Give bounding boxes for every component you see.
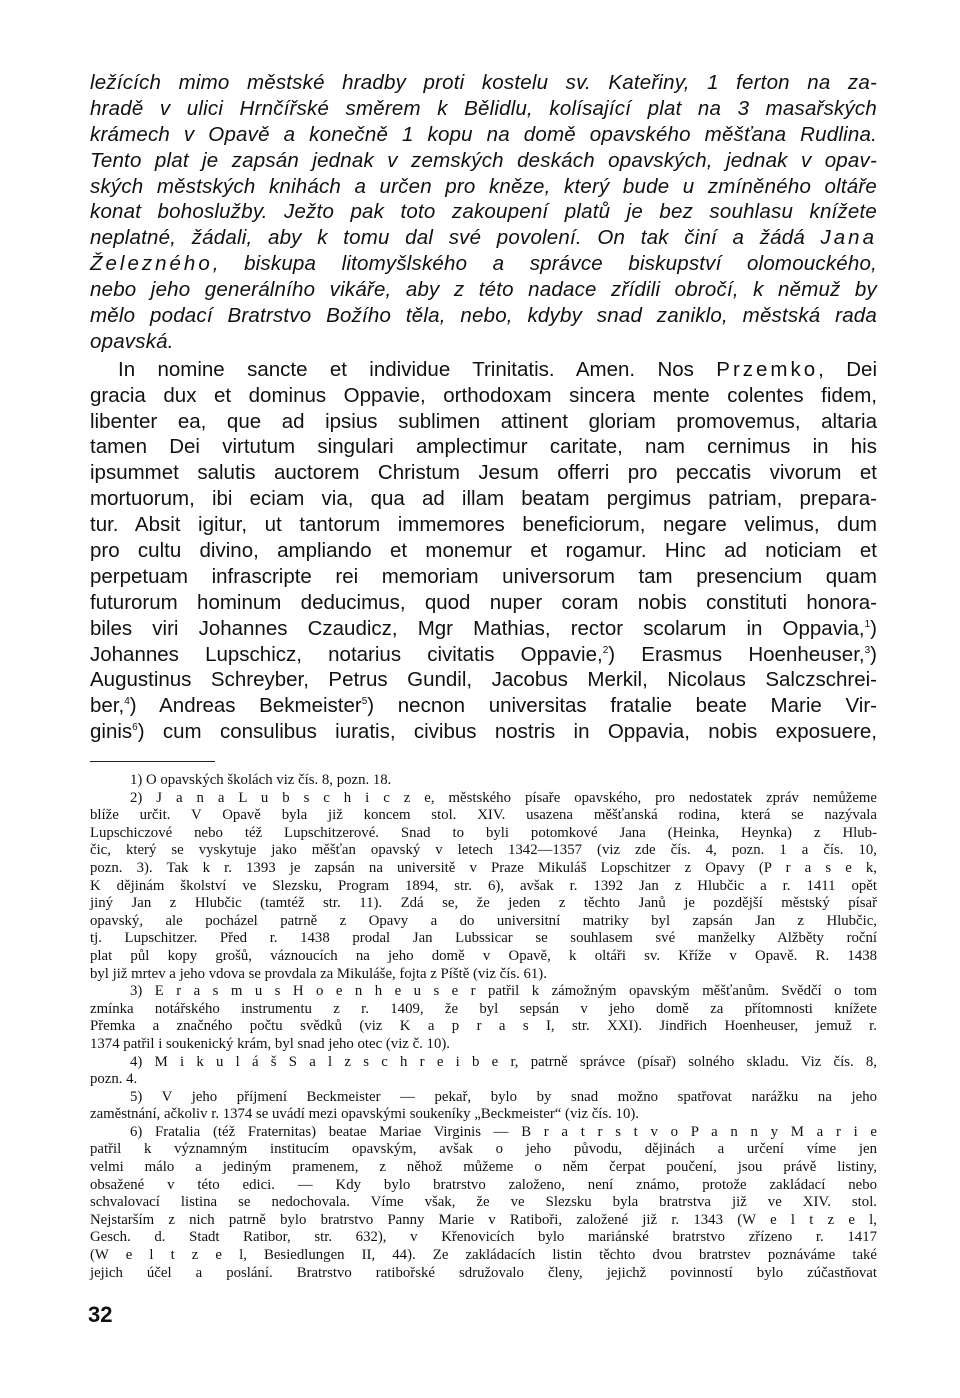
spaced-name: Železného (90, 252, 213, 276)
text-line (90, 693, 877, 719)
text-fragment: ) (870, 616, 877, 640)
text-line: hradě v ulici Hrnčířské směrem k Bělidlu, kolísající plat na 3 masařských (90, 96, 877, 120)
text-fragment: In nomine sancte et individue Trinitatis. Amen. Nos (118, 357, 717, 381)
footnote-line: 1) O opavských školách viz čís. 8, pozn. 18. (130, 772, 392, 788)
footnote-line: velmi málo a jediným pramenem, z něhož můžeme o něm čerpat poučení, jsou právě listiny, (90, 1159, 877, 1176)
footnote-line: 2) J a n a L u b s c h i c z e, městského písaře opavského, pro nedostatek zpráv nemůžeme (130, 789, 877, 806)
text-fragment: , biskupa litomyšlského a správce biskupství olomouckého, (212, 252, 877, 276)
footnote-line: 1374 patřil i soukenický krám, byl snad jeho otec (viz č. 10). (90, 1035, 450, 1052)
footnote-line: Gesch. d. Stadt Ratibor, str. 632), v Křenovicích bylo mariánské bratrstvo zřízeno r. 1417 (90, 1229, 877, 1246)
text-fragment: neplatné, žádali, aby k tomu dal své povolení. On tak činí a žádá (90, 226, 821, 250)
footnote-line: zaměstnání, ačkoliv r. 1374 se uvádí mezi opavskými soukeníky „Beckmeister“ (viz čís. 10). (90, 1106, 639, 1123)
footnote-ref: 3 (864, 644, 871, 656)
text-line: Augustinus Schreyber, Petrus Gundil, Jacobus Merkil, Nicolaus Salczschrei- (90, 668, 877, 692)
footnote-line: Přemka a značného počtu svědků (viz K a p r a s I, str. XXI). Jindřich Hoenheuser, jemuž r. (90, 1018, 877, 1035)
text-line: nebo jeho generálního vikáře, aby z této nadace zřídili obročí, k němuž by (90, 278, 877, 302)
spaced-name: Przemko (716, 357, 819, 381)
text-line (90, 642, 877, 668)
page-body (90, 70, 877, 745)
footnote-ref: 2 (602, 644, 609, 656)
footnote-line: opavský, ale pocházel patrně z Opavy a do universitní matriky byl zapsán Jan z Hlubčic, (90, 912, 877, 929)
footnote-line: zmínka notářského instrumentu z r. 1409, že byl sepsán v jeho domě za přítomnosti knížete (90, 1000, 877, 1017)
latin-charter-text (90, 357, 877, 745)
footnote-ref: 5 (361, 696, 368, 708)
footnote-line: Nejstarším z nich patrně bylo bratrstvo Panny Marie v Ratiboři, založené již r. 1343 (W e l t z e l, (90, 1211, 877, 1228)
text-line (90, 225, 877, 251)
text-line: ležících mimo městské hradby proti kostelu sv. Kateřiny, 1 ferton na za- (90, 71, 877, 94)
text-fragment: ) necnon universitas fratalie beate Marie Vir- (367, 694, 877, 718)
text-line: opavská. (90, 329, 174, 353)
footnote-line: jejich účel a poslání. Bratrstvo ratibořské sdružovalo členy, jejichž povinností bylo zúčastňovat (90, 1264, 877, 1281)
text-line (90, 251, 877, 277)
text-line: libenter ea, que ad ipsius sublimen attinent gloriam promovemus, altaria (90, 409, 877, 433)
text-line: Tento plat je zapsán jednak v zemských deskách opavských, jednak v opav- (90, 148, 877, 172)
footnote-line: jiný Jan z Hlubčic (tamtéž str. 11). Zdá se, že jeden z těchto Janů je pozdější městský písař (90, 895, 877, 912)
text-fragment: , Dei (818, 357, 877, 381)
footnote-line: 3) E r a s m u s H o e n h e u s e r patřil k zámožným opavským měšťanům. Svědčí o tom (130, 983, 877, 1000)
text-fragment: Johannes Lupschicz, notarius civitatis Oppavie, (90, 642, 603, 666)
footnote-line: čic, který se vyskytuje jako měšťan opavský v letech 1342—1357 (viz zde čís. 4, pozn. 1 a čís. 10, (90, 842, 877, 859)
footnote-line: obsažené v této edici. — Kdy bylo bratrstvo založeno, není známo, protože zakládací nebo (90, 1176, 877, 1193)
text-fragment: biles viri Johannes Czaudicz, Mgr Mathias, rector scolarum in Oppavia, (90, 616, 865, 640)
footnote-line: Lupschiczové nebo též Lupschitzerové. Snad to byli potomkové Jana (Heinka, Heynka) z Hlub- (90, 824, 877, 841)
footnote-line: pozn. 4. (90, 1071, 138, 1088)
text-line: krámech v Opavě a konečně 1 kopu na domě opavského měšťana Rudlina. (90, 122, 877, 146)
text-fragment: ) (870, 642, 877, 666)
text-fragment: ) cum consulibus iuratis, civibus nostris in Oppavia, nobis exposuere, (137, 720, 877, 744)
czech-summary (90, 70, 877, 355)
text-line: tamen Dei virtutum singulari amplectimur caritate, nam cernimus in his (90, 435, 877, 459)
footnote-divider (90, 761, 215, 762)
page-number: 32 (88, 1302, 113, 1327)
text-line: mortuorum, ibi eciam via, qua ad illam beatam pergimus patriam, prepara- (90, 487, 877, 511)
footnote-ref: 4 (124, 696, 130, 708)
footnote-ref: 6 (132, 722, 138, 734)
footnote-line: byl již mrtev a jeho vdova se provdala za Mikuláše, fojta z Píště (viz čís. 61). (90, 965, 547, 982)
footnote-line: plat půl kopy grošů, váznoucích na jeho domě v Opavě, k oltáři sv. Kříže v Opavě. R. 1438 (90, 947, 877, 964)
text-line (90, 719, 877, 745)
footnote-line: tj. Lupschitzer. Před r. 1438 prodal Jan Lubssicar se souhlasem své manželky Alžběty roční (90, 930, 877, 947)
text-line: pro cultu divino, ampliando et monemur et rogamur. Hinc ad noticiam et (90, 539, 877, 563)
text-fragment: ) Erasmus Hoenheuser, (608, 642, 865, 666)
footnote-line: K dějinám školství ve Slezsku, Program 1894, str. 6), avšak r. 1392 Jan z Hlubčic a r. 1411 opět (90, 877, 877, 894)
footnote-line: schvalovací listina se nedochovala. Víme však, že ve Slezsku byla bratrstva již ve XIV. stol. (90, 1194, 877, 1211)
footnote-ref: 1 (864, 618, 871, 630)
text-line: perpetuam infrascripte rei memoriam universorum tam presencium quam (90, 564, 877, 588)
text-line: ských městských knihách a určen pro kněze, který bude u zmíněného oltáře (90, 174, 877, 198)
text-line: tur. Absit igitur, ut tantorum immemores beneficiorum, negare velimus, dum (90, 513, 877, 537)
footnote-line: 4) M i k u l á š S a l z s c h r e i b e r, patrně správce (písař) solného skladu. Viz čís. 8, (130, 1053, 877, 1070)
footnote-line: 6) Fratalia (též Fraternitas) beatae Mariae Virginis — B r a t r s t v o P a n n y M a r i e (130, 1123, 877, 1140)
text-line: mělo podací Bratrstvo Božího těla, nebo, kdyby snad zaniklo, městská rada (90, 304, 877, 328)
text-line: konat bohoslužby. Ježto pak toto zakoupení platů je bez souhlasu knížete (90, 200, 877, 224)
footnote-line: blíže určit. V Opavě byla již koncem stol. XIV. usazena měšťanská rodina, která se nazývala (90, 807, 877, 824)
text-fragment: ) Andreas Bekmeister (129, 694, 362, 718)
footnote-line: (W e l t z e l, Besiedlungen II, 44). Ze zakládacích listin těchto dvou bratrstev poznáváme také (90, 1247, 877, 1264)
text-fragment: ginis (90, 720, 133, 744)
footnote-line: patřil k významným institucím opavským, avšak o jeho původu, dějinách a určení víme jen (90, 1141, 877, 1158)
text-line: futurorum hominum deducimus, quod nuper coram nobis constituti honora- (90, 590, 877, 614)
text-line (90, 616, 877, 642)
footnotes (90, 772, 877, 1282)
footnote-line: pozn. 3). Tak k r. 1393 je zapsán na universitě v Praze Mikuláš Lopschitzer z Opavy (P r a s e k, (90, 859, 877, 876)
footnote-line: 5) V jeho příjmení Beckmeister — pekař, bylo by snad možno spatřovat narážku na jeho (130, 1088, 877, 1105)
text-line: gracia dux et dominus Oppavie, orthodoxam sincera mente colentes fidem, (90, 383, 877, 407)
text-line: ipsummet salutis auctorem Christum Jesum offerri pro peccatis vivorum et (90, 461, 877, 485)
spaced-name: Jana (820, 226, 877, 250)
text-fragment: ber, (90, 694, 125, 718)
text-line (90, 357, 877, 383)
